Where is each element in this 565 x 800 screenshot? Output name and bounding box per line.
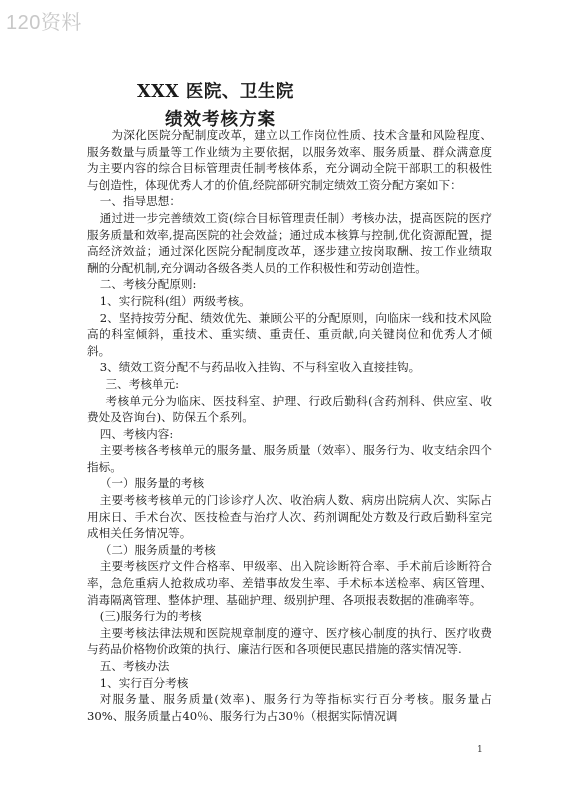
paragraph: 三、考核单元:: [105, 376, 180, 391]
paragraph: 1、实行百分考核: [99, 675, 189, 690]
paragraph: 四、考核内容:: [99, 426, 174, 441]
paragraph: 主要考核各考核单元的服务量、服务质量（效率）、服务行为、收支结余四个指标。: [87, 443, 492, 474]
paragraph: 主要考核医疗文件合格率、甲级率、出入院诊断符合率、手术前后诊断符合率，急危重病人抢救成功率、差错事故发生率、手术标本送检率、病区管理、消毒隔离管理、整体护理、基础护理、级别护理、各项报表数据的准确率等。: [87, 559, 492, 607]
document-title: XXX 医院、卫生院: [137, 82, 294, 102]
paragraph: 通过进一步完善绩效工资(综合目标管理责任制）考核办法，提高医院的医疗服务质量和效率,提高医院的社会效益；通过成本核算与控制,优化资源配置，提高经济效益；通过深化医院分配制度改革，逐步建立按岗取酬、按工作业绩取酬的分配机制,充分调动各级各类人员的工作积极性和劳动创造性。: [87, 210, 492, 275]
paragraph: 为深化医院分配制度改革，建立以工作岗位性质、技术含量和风险程度、服务数量与质量等工作业绩为主要依据，以服务效率、服务质量、群众满意度为主要内容的综合目标管理责任制考核体系，充分调动全院干部职工的积极性与创造性，体现优秀人才的价值,经院部研究制定绩效工资分配方案如下：: [87, 128, 492, 192]
paragraph: 二、考核分配原则:: [99, 277, 197, 292]
paragraph: 3、绩效工资分配不与药品收入挂钩、不与科室收入直接挂钩。: [99, 360, 421, 375]
paragraph: 主要考核法律法规和医院规章制度的遵守、医疗核心制度的执行、医疗收费与药品价格物价政策的执行、廉洁行医和各项便民惠民措施的落实情况等.: [87, 625, 492, 657]
page-number: 1: [477, 745, 483, 755]
paragraph: 主要考核考核单元的门诊诊疗人次、收治病人数、病房出院病人次、实际占用床日、手术台次、医技检查与治疗人次、药剂调配处方数及行政后勤科室完成相关任务情况等。: [87, 493, 492, 541]
paragraph: （二）服务质量的考核: [99, 542, 216, 557]
paragraph: 对服务量、服务质量(效率)、服务行为等指标实行百分考核。服务量占30%、服务质量占40％、服务行为占30％（根据实际情况调: [87, 692, 492, 723]
document-subtitle: 绩效考核方案: [165, 110, 276, 130]
paragraph: 五、考核办法: [99, 659, 170, 673]
watermark-logo: 120资料: [6, 12, 82, 34]
paragraph: 一、指导思想：: [99, 194, 181, 209]
paragraph: (三)服务行为的考核: [99, 609, 202, 624]
paragraph: 1、实行院科(组）两级考核。: [99, 293, 251, 308]
paragraph: （一）服务量的考核: [99, 476, 205, 491]
paragraph: 2、坚持按劳分配、绩效优先、兼顾公平的分配原则，向临床一线和技术风险高的科室倾斜，重技术、重实绩、重责任、重贡献,向关键岗位和优秀人才倾斜。: [87, 310, 492, 358]
document-body: [87, 127, 492, 724]
paragraph: 考核单元分为临床、医技科室、护理、行政后勤科(含药剂科、供应室、收费处及咨询台)、防保五个系列。: [87, 393, 492, 425]
